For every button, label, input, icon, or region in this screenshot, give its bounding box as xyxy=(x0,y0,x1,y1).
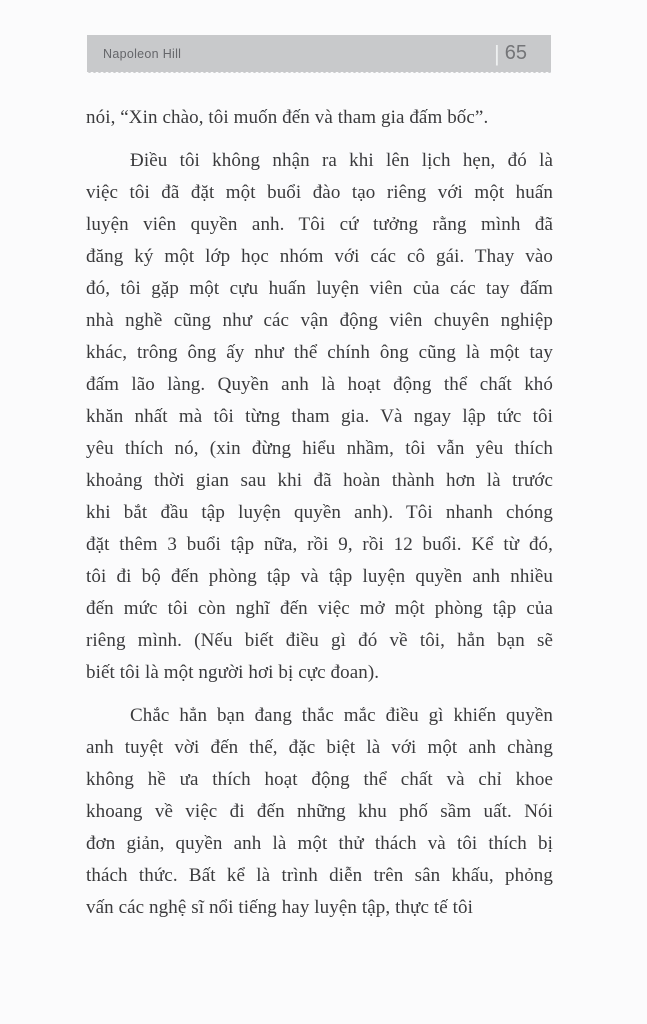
body-line: khăn nhất mà tôi từng tham gia. Và ngay lập tức tôi xyxy=(86,406,553,427)
body-line: vấn các nghệ sĩ nổi tiếng hay luyện tập, thực tế tôi xyxy=(86,897,473,918)
paragraph xyxy=(86,700,553,924)
body-line: đến mức tôi còn nghĩ đến việc mở một phòng tập của xyxy=(86,598,553,619)
page-number-separator: | xyxy=(494,40,500,66)
body-line: riêng mình. (Nếu biết điều gì đó về tôi, hẳn bạn sẽ xyxy=(86,630,553,651)
page-header xyxy=(87,35,551,72)
body-line: anh tuyệt vời đến thế, đặc biệt là với một anh chàng xyxy=(86,737,553,758)
body-line: khoang về việc đi đến những khu phố sầm uất. Nói xyxy=(86,801,553,822)
body-line: nói, “Xin chào, tôi muốn đến và tham gia đấm bốc”. xyxy=(86,107,489,128)
page-number xyxy=(494,42,527,65)
body-line: khác, trông ông ấy như thể chính ông cũng là một tay xyxy=(86,342,553,363)
body-line: yêu thích nó, (xin đừng hiểu nhầm, tôi vẫn yêu thích xyxy=(86,438,553,459)
paragraph xyxy=(86,145,553,689)
page-number-value: 65 xyxy=(504,42,527,64)
body-line: đặt thêm 3 buổi tập nữa, rồi 9, rồi 12 buổi. Kể từ đó, xyxy=(86,534,553,555)
body-line: đăng ký một lớp học nhóm với các cô gái. Thay vào xyxy=(86,246,553,267)
body-line: đơn giản, quyền anh là một thử thách và tôi thích bị xyxy=(86,833,553,854)
body-line: khi bắt đầu tập luyện quyền anh). Tôi nhanh chóng xyxy=(86,502,553,523)
body-line: Điều tôi không nhận ra khi lên lịch hẹn, đó là xyxy=(130,150,553,171)
body-line: luyện viên quyền anh. Tôi cứ tưởng rằng mình đã xyxy=(86,214,553,235)
running-header-author: Napoleon Hill xyxy=(103,46,182,61)
body-line: nhà nghề cũng như các vận động viên chuyên nghiệp xyxy=(86,310,553,331)
body-line: đó, tôi gặp một cựu huấn luyện viên của các tay đấm xyxy=(86,278,553,299)
body-line: không hề ưa thích hoạt động thể chất và chỉ khoe xyxy=(86,769,553,790)
body-line: biết tôi là một người hơi bị cực đoan). xyxy=(86,662,380,683)
body-line: đấm lão làng. Quyền anh là hoạt động thể chất khó xyxy=(86,374,553,395)
body-line: thách thức. Bất kể là trình diễn trên sân khấu, phỏng xyxy=(86,865,553,886)
body-line: khoảng thời gian sau khi đã hoàn thành hơn là trước xyxy=(86,470,553,491)
body-text xyxy=(86,102,553,924)
paragraph xyxy=(86,102,553,134)
body-line: Chắc hẳn bạn đang thắc mắc điều gì khiến quyền xyxy=(130,705,553,726)
body-line: tôi đi bộ đến phòng tập và tập luyện quyền anh nhiều xyxy=(86,566,553,587)
body-line: việc tôi đã đặt một buổi đào tạo riêng với một huấn xyxy=(86,182,553,203)
